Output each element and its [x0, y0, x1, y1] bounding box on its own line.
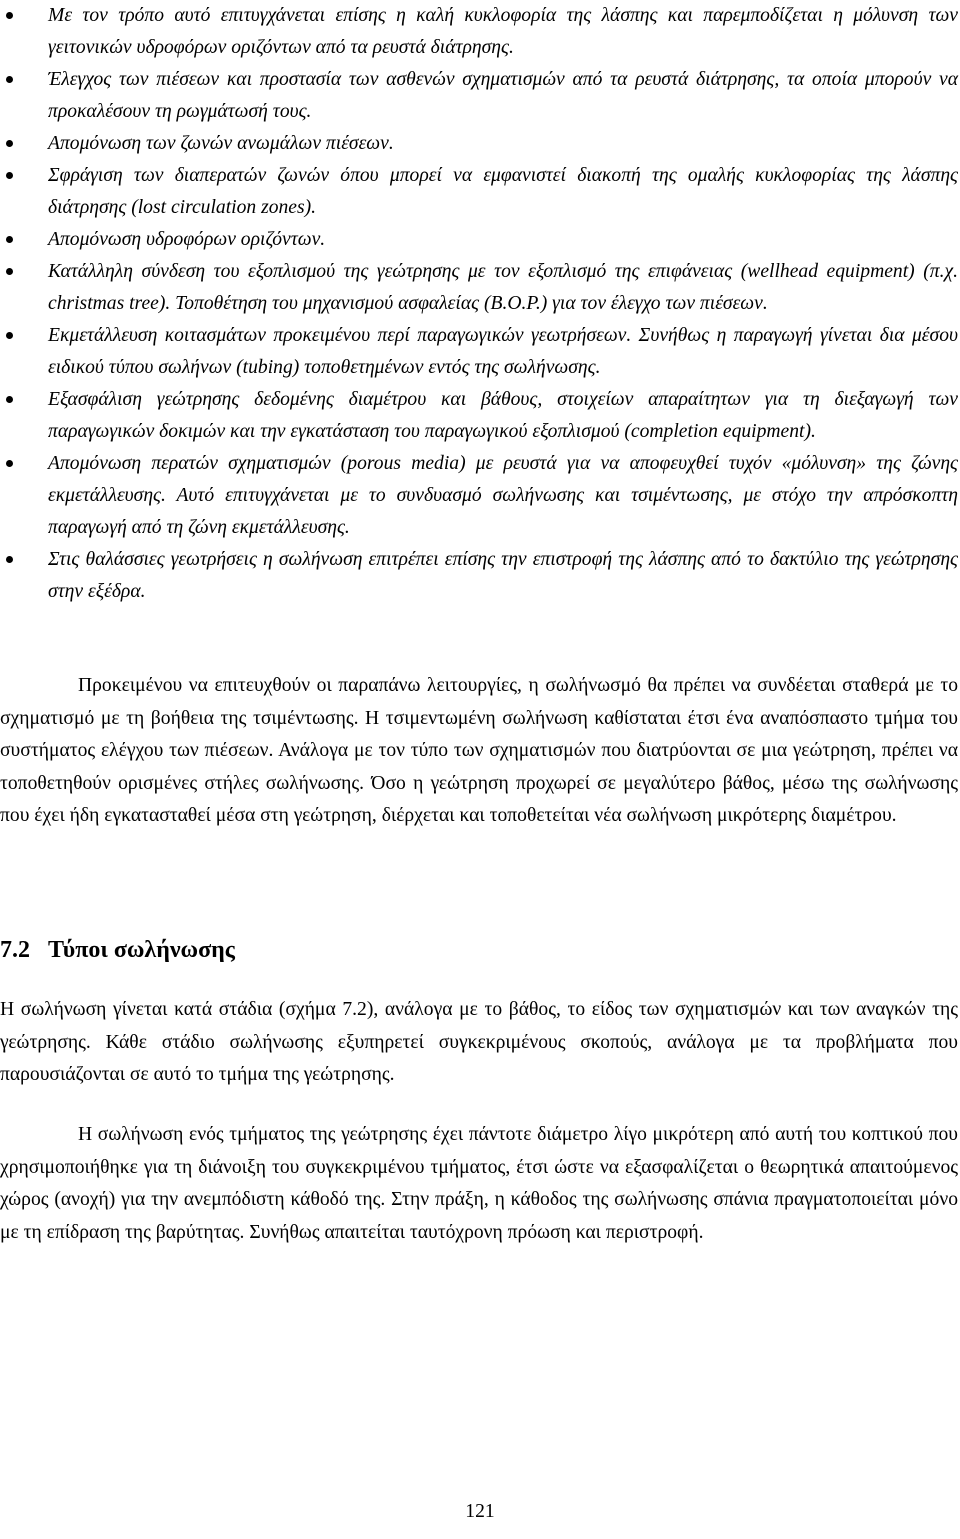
- bullet-icon: [6, 172, 13, 179]
- list-item: Έλεγχος των πιέσεων και προστασία των ασθενών σχηματισμών από τα ρευστά διάτρησης, τα οποία μπορούν να προκαλέσουν τη ρωγμάτωσή τους.: [0, 64, 960, 128]
- list-item: Εξασφάλιση γεώτρησης δεδομένης διαμέτρου και βάθους, στοιχείων απαραίτητων για τη διεξαγωγή των παραγωγικών δοκιμών και την εγκατάσταση του παραγωγικού εξοπλισμού (completion equipment).: [0, 384, 960, 448]
- bullet-icon: [6, 556, 13, 563]
- bullet-icon: [6, 236, 13, 243]
- bullet-icon: [6, 76, 13, 83]
- list-item: Κατάλληλη σύνδεση του εξοπλισμού της γεώτρησης με τον εξοπλισμό της επιφάνειας (wellhead equipment) (π.χ. christmas tree). Τοποθέτηση του μηχανισμού ασφαλείας (B.O.P.) για τον έλεγχο των πιέσεων.: [0, 256, 960, 320]
- section-number: 7.2: [0, 937, 30, 963]
- bullet-icon: [6, 332, 13, 339]
- list-item: Απομόνωση υδροφόρων οριζόντων.: [0, 224, 960, 256]
- body-paragraph: Η σωλήνωση ενός τμήματος της γεώτρησης έχει πάντοτε διάμετρο λίγο μικρότερη από αυτή του κοπτικού που χρησιμοποιήθηκε για τη διάνοιξη του συγκεκριμένου τμήματος, έτσι ώστε να εξασφαλίζεται ο θεωρητικά απαιτούμενος χώρος (ανοχή) για την ανεμπόδιστη κάθοδό της. Στην πράξη, η κάθοδος της σωλήνωσης σπάνια πραγματοποιείται μόνο με τη επίδραση της βαρύτητας. Συνήθως απαιτείται ταυτόχρονη πρόωση και περιστροφή.: [0, 1124, 958, 1243]
- page-number: 121: [465, 1501, 495, 1522]
- list-item: Στις θαλάσσιες γεωτρήσεις η σωλήνωση επιτρέπει επίσης την επιστροφή της λάσπης από το δακτύλιο της γεώτρησης στην εξέδρα.: [0, 544, 960, 608]
- body-paragraph: Προκειμένου να επιτευχθούν οι παραπάνω λειτουργίες, η σωλήνωσμό θα πρέπει να συνδέεται σταθερά με το σχηματισμό με τη βοήθεια της τσιμέντωσης. Η τσιμεντωμένη σωλήνωση καθίσταται έτσι ένα αναπόσπαστο τμήμα του συστήματος ελέγχου των πιέσεων. Ανάλογα με τον τύπο των σχηματισμών που διατρύονται σε μια γεώτρηση, πρέπει να τοποθετηθούν ορισμένες στήλες σωλήνωσης. Όσο η γεώτρηση προχωρεί σε μεγαλύτερο βάθος, μέσω της σωλήνωσης που έχει ήδη εγκατασταθεί μέσα στη γεώτρηση, διέρχεται και τοποθετείται νέα σωλήνωση μικρότερης διαμέτρου.: [0, 675, 958, 826]
- list-item: Εκμετάλλευση κοιτασμάτων προκειμένου περί παραγωγικών γεωτρήσεων. Συνήθως η παραγωγή γίνεται δια μέσου ειδικού τύπου σωλήνων (tubing) τοποθετημένων εντός της σωλήνωσης.: [0, 320, 960, 384]
- section-heading: [0, 933, 235, 967]
- bullet-icon: [6, 12, 13, 19]
- body-paragraph: Η σωλήνωση γίνεται κατά στάδια (σχήμα 7.2), ανάλογα με το βάθος, το είδος των σχηματισμών και των αναγκών της γεώτρησης. Κάθε στάδιο σωλήνωσης εξυπηρετεί συγκεκριμένους σκοπούς, ανάλογα με τα προβλήματα που παρουσιάζονται σε αυτό το τμήμα της γεώτρησης.: [0, 999, 958, 1085]
- list-item: Απομόνωση περατών σχηματισμών (porous media) με ρευστά για να αποφευχθεί τυχόν «μόλυνση» της ζώνης εκμετάλλευσης. Αυτό επιτυγχάνεται με το συνδυασμό σωλήνωσης και τσιμέντωσης, με στόχο την απρόσκοπτη παραγωγή από τη ζώνη εκμετάλλευσης.: [0, 448, 960, 544]
- section-title: Τύποι σωλήνωσης: [48, 937, 235, 963]
- list-item: Απομόνωση των ζωνών ανωμάλων πιέσεων.: [0, 128, 960, 160]
- bullet-icon: [6, 396, 13, 403]
- bullet-icon: [6, 268, 13, 275]
- bullet-icon: [6, 140, 13, 147]
- list-item: Σφράγιση των διαπερατών ζωνών όπου μπορεί να εμφανιστεί διακοπή της ομαλής κυκλοφορίας της λάσπης διάτρησης (lost circulation zones).: [0, 160, 960, 224]
- bullet-icon: [6, 460, 13, 467]
- bullet-list: [0, 0, 960, 608]
- list-item: Με τον τρόπο αυτό επιτυγχάνεται επίσης η καλή κυκλοφορία της λάσπης και παρεμποδίζεται η μόλυνση των γειτονικών υδροφόρων οριζόντων από τα ρευστά διάτρησης.: [0, 0, 960, 64]
